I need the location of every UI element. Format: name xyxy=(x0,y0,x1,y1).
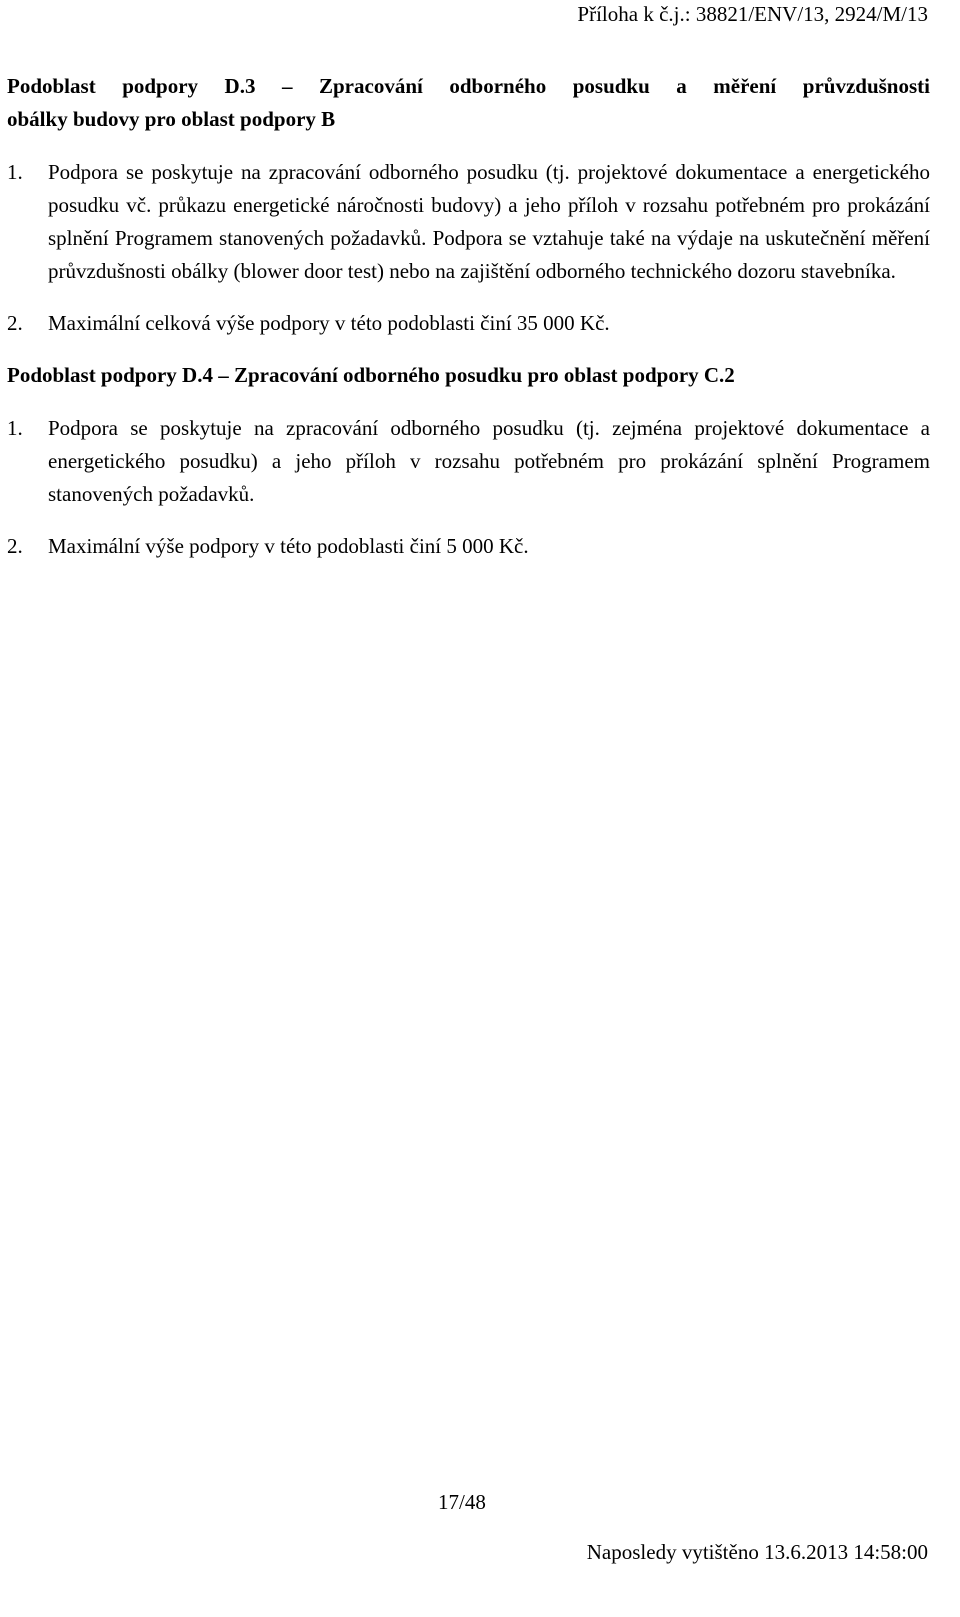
section-d3-heading-line1: Podoblast podpory D.3 – Zpracování odborného posudku a měření průvzdušnosti xyxy=(7,74,930,98)
list-item-text: Podpora se poskytuje na zpracování odborného posudku (tj. zejména projektové dokumentace a energetického posudku) a jeho příloh v rozsahu potřebném pro prokázání splnění Programem stanovených požadavků. xyxy=(48,416,930,506)
list-item xyxy=(7,530,930,563)
print-timestamp: Naposledy vytištěno 13.6.2013 14:58:00 xyxy=(586,1540,928,1564)
document-body xyxy=(7,70,930,563)
document-reference: Příloha k č.j.: 38821/ENV/13, 2924/M/13 xyxy=(577,2,928,26)
section-d3-heading-line2: obálky budovy pro oblast podpory B xyxy=(7,107,336,131)
list-item-number: 1. xyxy=(7,160,23,184)
section-d4 xyxy=(7,359,930,563)
list-item-text: Podpora se poskytuje na zpracování odborného posudku (tj. projektové dokumentace a energetického posudku vč. průkazu energetické náročnosti budovy) a jeho příloh v rozsahu potřebném pro prokázání splnění Programem stanovených požadavků. Podpora se vztahuje také na výdaje na uskutečnění měření průvzdušnosti obálky (blower door test) nebo na zajištění odborného technického dozoru stavebníka. xyxy=(48,160,930,283)
list-item xyxy=(7,307,930,340)
section-d4-heading: Podoblast podpory D.4 – Zpracování odborného posudku pro oblast podpory C.2 xyxy=(7,363,735,387)
section-d4-list xyxy=(7,412,930,563)
page-number: 17/48 xyxy=(438,1490,486,1514)
list-item-number: 2. xyxy=(7,311,23,335)
list-item xyxy=(7,156,930,288)
section-d3-list xyxy=(7,156,930,340)
section-d3 xyxy=(7,70,930,340)
list-item-text: Maximální celková výše podpory v této podoblasti činí 35 000 Kč. xyxy=(48,311,610,335)
list-item-number: 2. xyxy=(7,534,23,558)
list-item xyxy=(7,412,930,511)
list-item-text: Maximální výše podpory v této podoblasti činí 5 000 Kč. xyxy=(48,534,529,558)
list-item-number: 1. xyxy=(7,416,23,440)
